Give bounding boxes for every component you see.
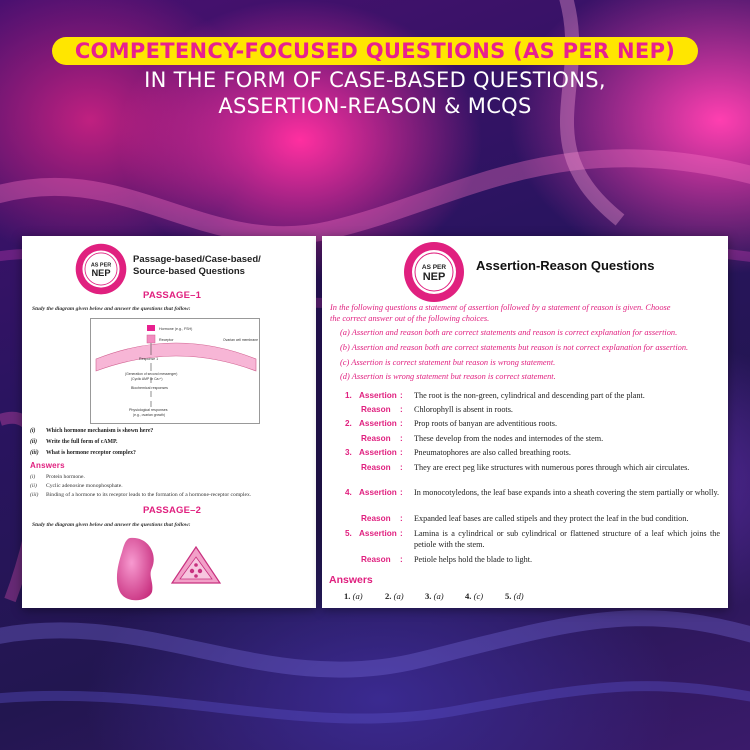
answer-value: (a) bbox=[433, 591, 444, 601]
assertion-label: Assertion bbox=[359, 488, 397, 497]
diagram-label-generation: (Generation of second messenger) bbox=[125, 372, 178, 376]
passage2-intro: Study the diagram given below and answer the questions that follow: bbox=[32, 522, 191, 528]
passage1-heading: PASSAGE–1 bbox=[143, 290, 202, 301]
headline-banner bbox=[52, 37, 698, 65]
question-number: (iii) bbox=[30, 450, 39, 456]
option-a: (a) Assertion and reason both are correct statements and reason is correct explanation for assertion. bbox=[340, 328, 678, 337]
assertion-text: In monocotyledons, the leaf base expands into a sheath covering the stem partially or wholly. bbox=[414, 488, 720, 497]
answer-item bbox=[344, 591, 363, 601]
diagram-label-receptor: Receptor bbox=[159, 338, 174, 342]
reason-text: Petiole helps hold the blade to light. bbox=[414, 555, 533, 564]
answer-value: (c) bbox=[473, 591, 484, 601]
reason-label: Reason bbox=[361, 434, 391, 443]
badge-line2: NEP bbox=[91, 267, 111, 278]
answer-number: 1. bbox=[344, 591, 351, 601]
answer-number: (ii) bbox=[30, 483, 37, 489]
headline-line-2: IN THE FORM OF CASE-BASED QUESTIONS, bbox=[144, 68, 606, 92]
colon: : bbox=[400, 529, 403, 538]
answer-text: Protein hormone. bbox=[46, 474, 85, 480]
reason-label: Reason bbox=[361, 405, 391, 414]
intro-line: the correct answer out of the following choices. bbox=[330, 314, 490, 324]
colon: : bbox=[400, 555, 403, 564]
assertion-label: Assertion bbox=[359, 529, 397, 538]
answer-number: (i) bbox=[30, 474, 36, 480]
question-row bbox=[30, 428, 153, 434]
reason-label: Reason bbox=[361, 514, 391, 523]
headline-line-3: ASSERTION-REASON & MCQS bbox=[218, 94, 532, 118]
colon: : bbox=[400, 419, 403, 428]
colon: : bbox=[400, 434, 403, 443]
colon: : bbox=[400, 391, 403, 400]
diagram-label-ovarian-growth: (e.g., ovarian growth) bbox=[133, 413, 166, 417]
question-number: (i) bbox=[30, 428, 36, 434]
reason-label: Reason bbox=[361, 463, 391, 472]
question-text: Write the full form of cAMP. bbox=[46, 439, 118, 445]
hormone-mechanism-diagram bbox=[90, 318, 260, 424]
badge-line1: AS PER bbox=[90, 262, 112, 269]
intro-line: In the following questions a statement of assertion followed by a statement of reason is given. Choose bbox=[330, 303, 671, 312]
reason-text: They are erect peg like structures with numerous pores through which air circulates. bbox=[414, 463, 690, 472]
colon: : bbox=[400, 405, 403, 414]
option-d: (d) Assertion is wrong statement but reason is correct statement. bbox=[340, 372, 556, 381]
answer-text: Binding of a hormone to its receptor leads to the formation of a hormone-receptor complex. bbox=[46, 492, 252, 498]
answer-item bbox=[385, 591, 404, 601]
answer-number: (iii) bbox=[30, 492, 39, 498]
ar-number: 4. bbox=[345, 488, 352, 497]
cross-section-illustration-icon bbox=[170, 545, 222, 587]
ar-number: 2. bbox=[345, 419, 352, 428]
ar-number: 5. bbox=[345, 529, 352, 538]
question-text: Which hormone mechanism is shown here? bbox=[46, 428, 154, 434]
option-c: (c) Assertion is correct statement but reason is wrong statement. bbox=[340, 358, 556, 367]
answer-item bbox=[465, 591, 483, 601]
assertion-label: Assertion bbox=[359, 391, 397, 400]
answer-item bbox=[425, 591, 444, 601]
reason-label: Reason bbox=[361, 555, 391, 564]
answer-item bbox=[505, 591, 524, 601]
assertion-text: Prop roots of banyan are adventitious roots. bbox=[414, 419, 558, 428]
diagram-label-biochemical: Biochemical responses bbox=[131, 386, 168, 390]
right-page-intro bbox=[330, 302, 722, 325]
reason-text: These develop from the nodes and internodes of the stem. bbox=[414, 434, 604, 443]
assertion-label: Assertion bbox=[359, 448, 397, 457]
assertion-label: Assertion bbox=[359, 419, 397, 428]
diagram-label-messenger: (Cyclic AMP or Ca²⁺) bbox=[131, 377, 163, 381]
answer-row bbox=[30, 483, 123, 489]
colon: : bbox=[400, 463, 403, 472]
hormone-diagram-svg bbox=[91, 319, 261, 425]
colon: : bbox=[400, 448, 403, 457]
right-answers-heading: Answers bbox=[329, 574, 373, 586]
passage1-intro: Study the diagram given below and answer the questions that follow: bbox=[32, 306, 191, 312]
left-title-line: Passage-based/Case-based/ bbox=[133, 254, 261, 265]
ar-number: 3. bbox=[345, 448, 352, 457]
colon: : bbox=[400, 514, 403, 523]
question-number: (ii) bbox=[30, 439, 38, 445]
answer-number: 2. bbox=[385, 591, 392, 601]
diagram-label-hormone: Hormone (e.g., FSH) bbox=[159, 327, 193, 331]
answer-text: Cyclic adenosine monophosphate. bbox=[46, 483, 123, 489]
reason-text: Chlorophyll is absent in roots. bbox=[414, 405, 513, 414]
answer-value: (d) bbox=[513, 591, 524, 601]
badge-line2: NEP bbox=[422, 271, 446, 283]
assertion-text: Pneumatophores are also called breathing roots. bbox=[414, 448, 571, 457]
headline-top-text: COMPETENCY-FOCUSED QUESTIONS (AS PER NEP) bbox=[74, 39, 676, 63]
answer-row bbox=[30, 474, 85, 480]
answer-row bbox=[30, 492, 251, 498]
answer-number: 3. bbox=[425, 591, 432, 601]
passage2-heading: PASSAGE–2 bbox=[143, 505, 202, 516]
left-answers-heading: Answers bbox=[30, 461, 65, 470]
left-page-title bbox=[133, 254, 303, 278]
question-text: What is hormone receptor complex? bbox=[46, 450, 136, 456]
answer-number: 4. bbox=[465, 591, 472, 601]
answer-value: (a) bbox=[352, 591, 363, 601]
assertion-text: Lamina is a cylindrical or sub cylindrical or flattened structure of a leaf which joins the petiole with the stem. bbox=[414, 529, 720, 549]
diagram-label-physiological: Physiological responses bbox=[129, 408, 168, 412]
reason-text: Expanded leaf bases are called stipels and they protect the leaf in the bud condition. bbox=[414, 514, 689, 523]
answer-value: (a) bbox=[393, 591, 404, 601]
diagram-label-response1: Response 1 bbox=[139, 357, 159, 361]
option-b: (b) Assertion and reason both are correct statements but reason is not correct explanation for assertion. bbox=[340, 343, 689, 352]
nep-badge-icon bbox=[74, 242, 128, 296]
question-row bbox=[30, 450, 136, 456]
left-title-line: Source-based Questions bbox=[133, 266, 245, 277]
question-row bbox=[30, 439, 117, 445]
nep-badge-icon bbox=[402, 240, 466, 304]
colon: : bbox=[400, 488, 403, 497]
diagram-label-membrane: Ovarian cell membrane bbox=[223, 338, 259, 342]
badge-line1: AS PER bbox=[421, 264, 447, 271]
ar-number: 1. bbox=[345, 391, 352, 400]
kidney-illustration-icon bbox=[112, 534, 160, 604]
assertion-text: The root is the non-green, cylindrical and descending part of the plant. bbox=[414, 391, 645, 400]
answer-number: 5. bbox=[505, 591, 512, 601]
right-page-title: Assertion-Reason Questions bbox=[476, 258, 655, 273]
